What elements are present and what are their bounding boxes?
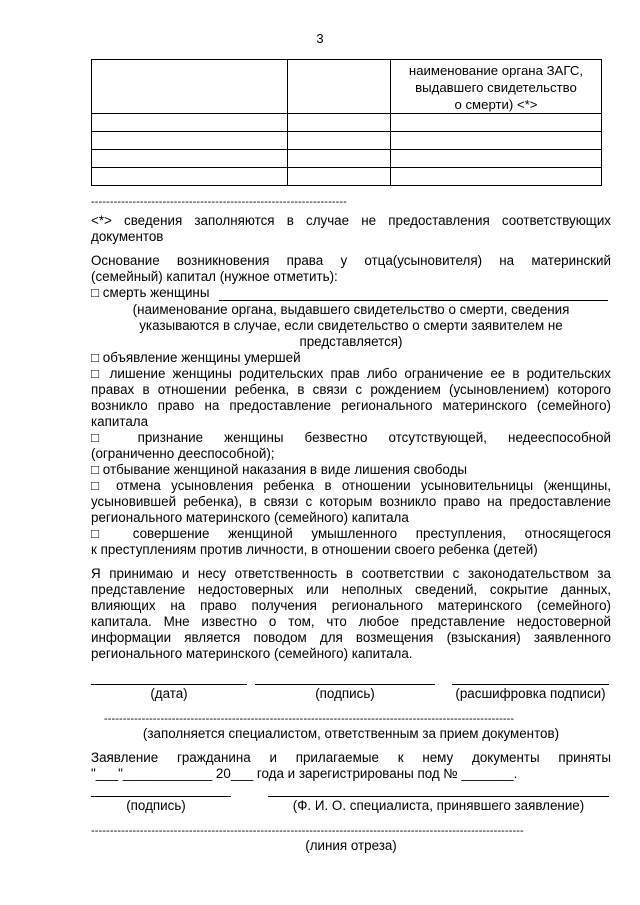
table-cell <box>288 132 391 150</box>
acceptance-text: "___"____________ 20___ года и зарегистрированы под № _______. <box>91 766 518 781</box>
death-input-line <box>219 300 608 301</box>
table-cell <box>288 168 391 186</box>
table-cell <box>391 132 602 150</box>
death-note: представляется) <box>299 334 403 349</box>
responsibility-text: регионального материнского (семейного) капитала. <box>91 646 413 661</box>
responsibility-text: Я принимаю и несу ответственность в соответствии с законодательством за <box>91 566 611 581</box>
option-adoption-cancel: □ отмена усыновления ребенка в отношении усыновительницы (женщины, <box>91 478 611 493</box>
option-death-label: □ смерть женщины <box>91 285 210 300</box>
specialist-separator: ------------------------------------------------------------------------------------------------------------- <box>104 713 515 725</box>
date-field-line <box>91 684 247 685</box>
table-cell <box>288 150 391 168</box>
option-deprivation: возникло право на предоставление регионального материнского (семейного) <box>91 398 611 413</box>
option-adoption-cancel: регионального материнского (семейного) капитала <box>91 510 409 525</box>
signature-field-line <box>255 684 435 685</box>
table-cell <box>391 150 602 168</box>
table-row <box>92 114 602 132</box>
signature-decode-caption: (расшифровка подписи) <box>455 686 606 701</box>
option-deprivation: правах в отношении ребенка, в связи с рождением (усыновлением) которого <box>91 382 611 397</box>
table-cell <box>92 168 288 186</box>
cut-caption: (линия отреза) <box>305 838 397 853</box>
option-declared-dead: □ объявление женщины умершей <box>91 350 301 365</box>
responsibility-text: влияющих на право получения регионального материнского (семейного) <box>91 598 611 613</box>
responsibility-text: капитала. Мне известно о том, что любое представление недостоверной <box>91 614 611 629</box>
option-missing: (ограниченно дееспособной); <box>91 446 275 461</box>
option-deprivation: капитала <box>91 414 149 429</box>
option-crime: □ совершение женщиной умышленного преступления, относящегося <box>91 526 611 541</box>
table-cell <box>391 168 602 186</box>
death-info-table <box>91 59 602 186</box>
signature-caption: (подпись) <box>315 686 375 701</box>
footnote-text: <*> сведения заполняются в случае не предоставления соответствующих <box>91 213 611 228</box>
responsibility-text: информации является поводом для возмещения (взыскания) заявленного <box>91 630 611 645</box>
specialist-caption: (заполняется специалистом, ответственным за прием документов) <box>142 726 560 741</box>
table-cell <box>391 60 602 114</box>
table-cell <box>92 114 288 132</box>
basis-heading: (семейный) капитал (нужное отметить): <box>91 269 338 284</box>
table-row <box>92 132 602 150</box>
signature-decode-field-line <box>452 684 609 685</box>
footnote-text: документов <box>91 229 164 244</box>
option-imprisonment: □ отбывание женщиной наказания в виде лишения свободы <box>91 462 468 477</box>
option-missing: □ признание женщины безвестно отсутствующей, недееспособной <box>91 430 611 445</box>
table-cell <box>288 60 391 114</box>
option-crime: к преступлениям против личности, в отношении своего ребенка (детей) <box>91 542 538 557</box>
table-header-line: о смерти) <*> <box>454 97 538 112</box>
table-cell <box>92 150 288 168</box>
specialist-name-caption: (Ф. И. О. специалиста, принявшего заявление) <box>292 798 585 813</box>
table-row <box>92 150 602 168</box>
basis-heading: Основание возникновения права у отца(усыновителя) на материнский <box>91 253 611 268</box>
table-cell <box>92 60 288 114</box>
specialist-signature-line <box>91 796 231 797</box>
date-caption: (дата) <box>150 686 188 701</box>
footnote-separator: -------------------------------------------------------------------- <box>91 196 347 208</box>
option-adoption-cancel: усыновившей ребенка), в связи с которым возникло право на предоставление <box>91 494 611 509</box>
page-number: 3 <box>316 31 324 46</box>
acceptance-text: Заявление гражданина и прилагаемые к нему документы приняты <box>91 750 611 765</box>
option-deprivation: □ лишение женщины родительских прав либо ограничение ее в родительских <box>91 366 611 381</box>
table-row <box>92 168 602 186</box>
table-header-line: наименование органа ЗАГС, <box>408 63 584 78</box>
table-header-line: выдавшего свидетельство <box>415 80 577 95</box>
option-death <box>91 285 611 301</box>
specialist-name-line <box>268 796 609 797</box>
table-row <box>92 60 602 114</box>
table-cell <box>391 114 602 132</box>
responsibility-text: представление недостоверных или неполных сведений, сокрытие данных, <box>91 582 611 597</box>
table-cell <box>92 132 288 150</box>
death-note: указываются в случае, если свидетельство о смерти заявителем не <box>139 318 563 333</box>
table-cell <box>288 114 391 132</box>
specialist-signature-caption: (подпись) <box>126 798 186 813</box>
death-note: (наименование органа, выдавшего свидетельство о смерти, сведения <box>132 302 570 317</box>
cut-separator: ------------------------------------------------------------------------------------------------------------------- <box>91 825 524 837</box>
